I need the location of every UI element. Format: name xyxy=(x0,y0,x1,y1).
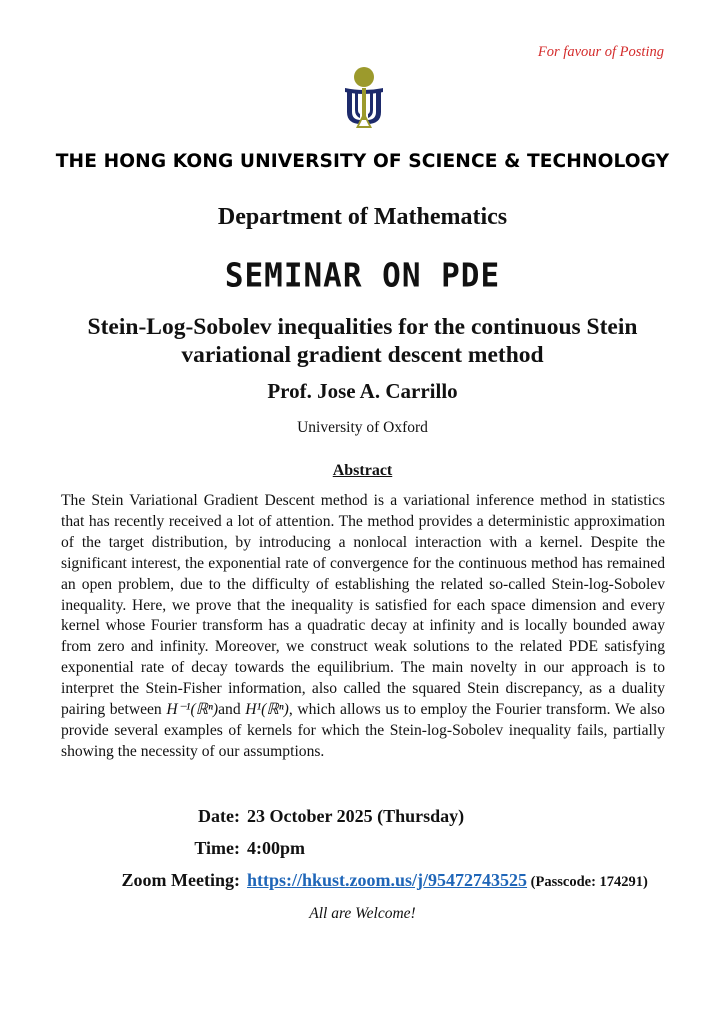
talk-title-line-1: Stein-Log-Sobolev inequalities for the continuous Stein xyxy=(87,314,638,340)
welcome-note: All are Welcome! xyxy=(309,905,416,922)
zoom-meeting-link[interactable]: https://hkust.zoom.us/j/95472743525 xyxy=(247,870,528,890)
abstract-text-and: and xyxy=(218,701,246,719)
hkust-logo-icon xyxy=(339,66,389,132)
zoom-passcode: (Passcode: 174291) xyxy=(527,874,648,890)
department-name: Department of Mathematics xyxy=(217,204,508,230)
time-label: Time: xyxy=(194,838,240,858)
abstract-heading: Abstract xyxy=(332,462,393,479)
math-h-minus-1: H⁻¹(ℝⁿ) xyxy=(166,701,219,719)
math-h-1: H¹(ℝⁿ) xyxy=(245,701,289,719)
talk-title-line-2: variational gradient descent method xyxy=(181,342,544,368)
time-value: 4:00pm xyxy=(247,838,305,858)
speaker-affiliation: University of Oxford xyxy=(297,419,428,436)
posting-note: For favour of Posting xyxy=(537,44,664,60)
abstract-text-part-1: The Stein Variational Gradient Descent method is a variational inference method in statistics that has recently received a lot of attention. The method provides a deterministic approximation of the target distribution, by introducing a nonlocal interaction with a kernel. Despite the significant interest, the exponential rate of convergence for the continuous method has remained an open problem, due to the difficulty of establishing the related so-called Stein-log-Sobolev inequality. Here, we prove that the inequality is satisfied for each space dimension and every kernel whose Fourier transform has a quadratic decay at infinity and is locally bounded away from zero and infinity. Moreover, we construct weak solutions to the related PDE satisfying exponential rate of decay towards the equilibrium. The main novelty in our approach is to interpret the Stein-Fisher information, also called the squared Stein discrepancy, as a duality pairing between xyxy=(61,492,665,719)
zoom-meeting-label: Zoom Meeting: xyxy=(121,870,240,890)
seminar-series-title: SEMINAR ON PDE xyxy=(224,257,501,295)
speaker-name: Prof. Jose A. Carrillo xyxy=(267,379,458,403)
university-name: THE HONG KONG UNIVERSITY OF SCIENCE & TECHNOLOGY xyxy=(55,151,670,172)
talk-title xyxy=(40,313,685,369)
date-value: 23 October 2025 (Thursday) xyxy=(247,806,465,826)
date-label: Date: xyxy=(198,806,240,826)
abstract-text-part-2: , which allows us to employ the Fourier transform. We also provide several examples of kernels for which the Stein-log-Sobolev inequality fails, partially showing the necessity of our assumptions. xyxy=(61,701,665,760)
zoom-meeting-value xyxy=(247,870,648,891)
abstract-text xyxy=(61,491,665,763)
